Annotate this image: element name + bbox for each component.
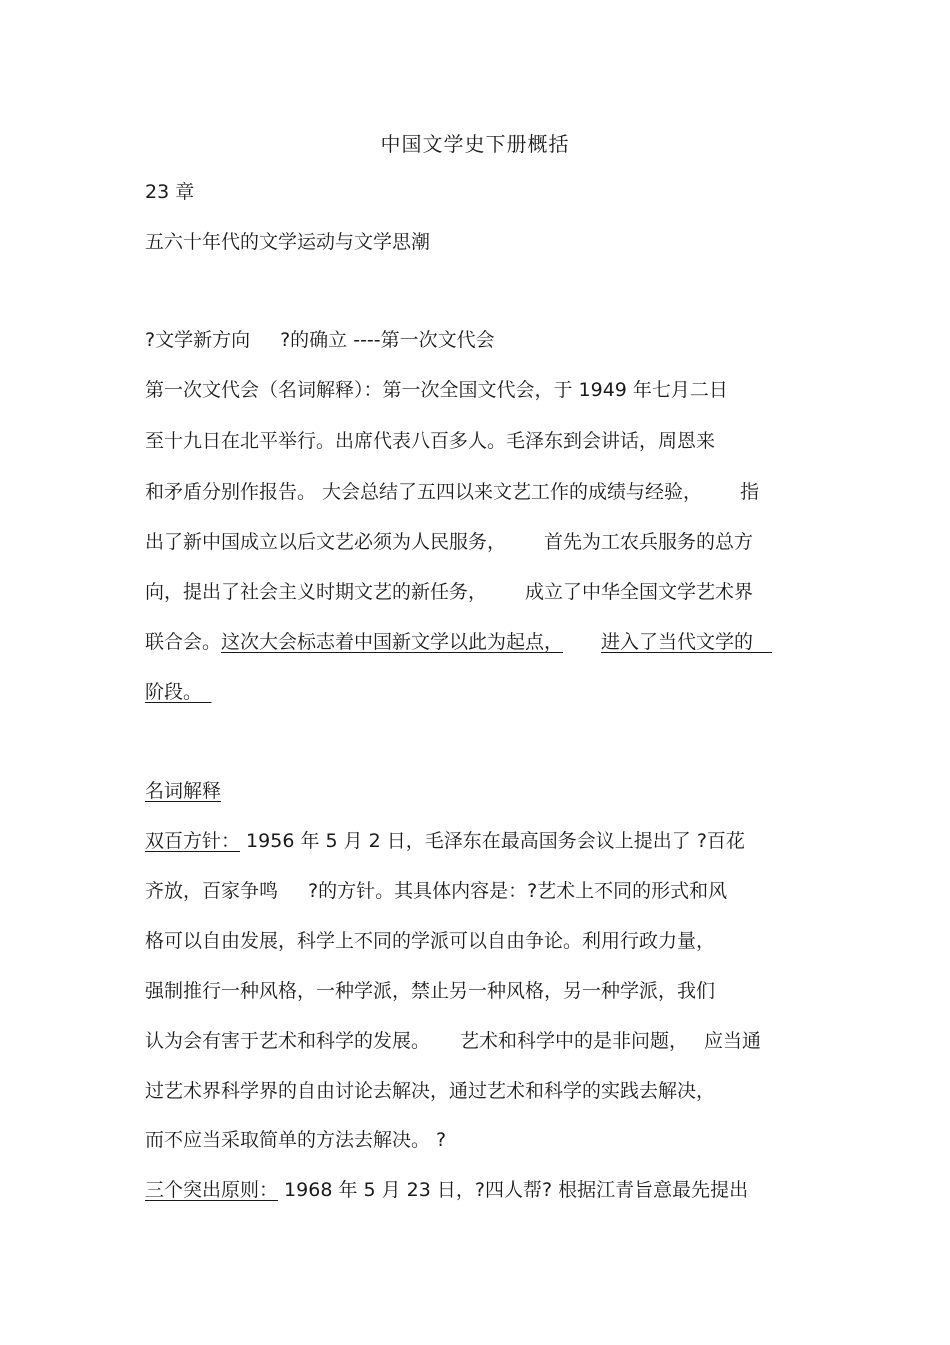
document-title: 中国文学史下册概括 <box>380 132 570 156</box>
paragraph-2-line-4: 强制推行一种风格，一种学派，禁止另一种风格，另一种学派，我们 <box>145 980 716 1002</box>
term-double-hundred: 双百方针： <box>145 830 241 852</box>
paragraph-2-line-3: 格可以自由发展，科学上不同的学派可以自由争论。利用行政力量， <box>145 930 716 952</box>
paragraph-1-line-5 <box>145 580 753 604</box>
terms-heading-text: 名词解释 <box>145 780 222 802</box>
terms-heading <box>145 779 221 803</box>
section-heading <box>145 328 495 352</box>
chapter-number: 23 章 <box>145 181 195 203</box>
paragraph-1-line-3-text: 和矛盾分别作报告。 大会总结了五四以来文艺工作的成绩与经验， <box>145 481 703 503</box>
paragraph-2-line-5-middle: 艺术和科学中的是非问题， <box>460 1030 689 1052</box>
paragraph-1-line-4-text: 出了新中国成立以后文艺必须为人民服务， <box>145 531 507 553</box>
paragraph-3-line-1 <box>145 1178 748 1202</box>
paragraph-2-line-5-tail: 应当通 <box>704 1030 762 1052</box>
paragraph-1-line-4-tail: 首先为工农兵服务的总方 <box>544 531 754 553</box>
paragraph-2-line-5-text: 认为会有害于艺术和科学的发展。 <box>145 1030 431 1052</box>
paragraph-1-line-7 <box>145 680 212 704</box>
paragraph-2-line-2-tail: ?的方针。其具体内容是：?艺术上不同的形式和风 <box>308 880 728 902</box>
section-heading-part-a: ?文学新方向 <box>145 329 251 351</box>
paragraph-1-line-2: 至十九日在北平举行。出席代表八百多人。毛泽东到会讲话，周恩来 <box>145 430 716 452</box>
paragraph-1-line-1: 第一次文代会（名词解释）：第一次全国文代会，于 1949 年七月二日 <box>145 379 728 401</box>
paragraph-2-line-6: 过艺术界科学界的自由讨论去解决，通过艺术和科学的实践去解决， <box>145 1080 716 1102</box>
paragraph-2-line-2 <box>145 879 727 903</box>
paragraph-1-line-3 <box>145 480 759 504</box>
paragraph-1-line-5-tail: 成立了中华全国文学艺术界 <box>525 581 754 603</box>
paragraph-1-line-4 <box>145 530 753 554</box>
underlined-conclusion-end: 阶段。 <box>145 681 203 703</box>
chapter-title: 五六十年代的文学运动与文学思潮 <box>145 231 431 253</box>
paragraph-2-line-1-text: 1956 年 5 月 2 日，毛泽东在最高国务会议上提出了 ?百花 <box>240 830 745 852</box>
underlined-conclusion: 这次大会标志着中国新文学以此为起点， 进入了当代文学的 <box>221 631 754 653</box>
paragraph-2-line-1 <box>145 829 745 853</box>
paragraph-2-line-7: 而不应当采取简单的方法去解决。 ? <box>145 1129 447 1151</box>
paragraph-1-line-6 <box>145 630 772 654</box>
paragraph-1-line-5-text: 向，提出了社会主义时期文艺的新任务， <box>145 581 488 603</box>
paragraph-1-line-6-text: 联合会。 <box>145 631 222 653</box>
paragraph-2-line-2-text: 齐放，百家争鸣 <box>145 880 279 902</box>
paragraph-2-line-5 <box>145 1029 761 1053</box>
paragraph-3-line-1-text: 1968 年 5 月 23 日，?四人帮? 根据江青旨意最先提出 <box>278 1179 749 1201</box>
term-three-prominences: 三个突出原则： <box>145 1179 279 1201</box>
paragraph-1-line-3-tail: 指 <box>740 481 760 503</box>
section-heading-part-b: ?的确立 ----第一次文代会 <box>280 329 495 351</box>
